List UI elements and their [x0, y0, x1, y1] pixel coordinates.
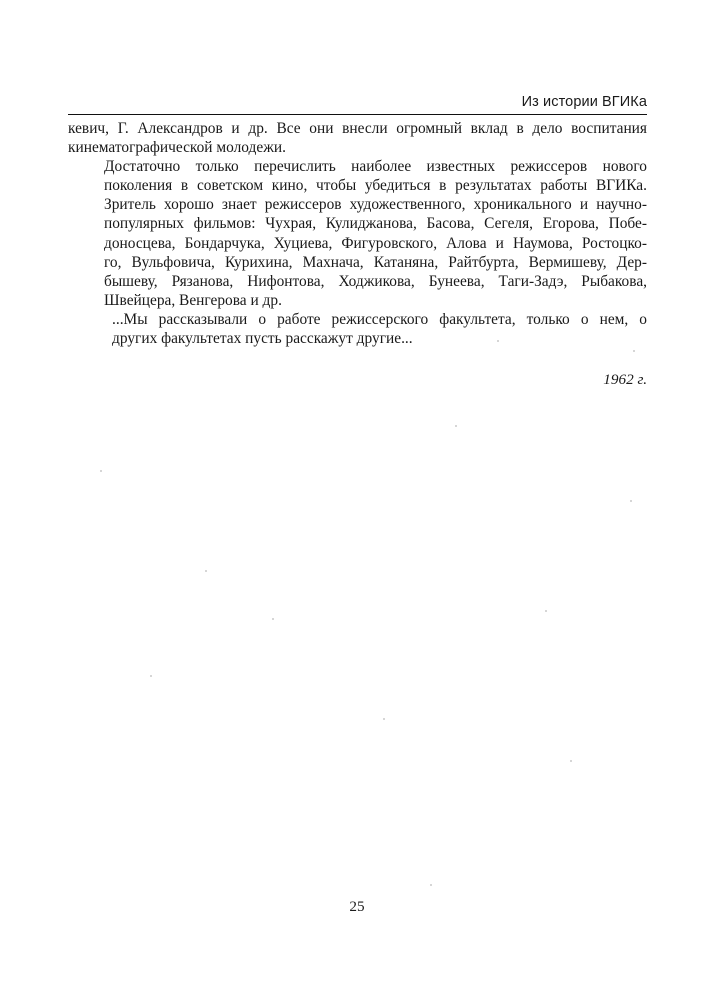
text-line: ...Мы рассказывали о работе режиссерского факультета, только о нем, о: [112, 310, 647, 328]
scan-speckle: [545, 610, 547, 612]
header-rule: [68, 114, 647, 115]
text-line: Зритель хорошо знает режиссеров художественного, хроникального и научно-: [104, 196, 647, 214]
text-line: Швейцера, Венгерова и др.: [104, 291, 282, 309]
body-text-block: [68, 119, 647, 348]
paragraph-continuation: [68, 119, 647, 157]
scan-speckle: [633, 350, 635, 352]
scan-speckle: [455, 425, 457, 427]
text-line: го, Вульфовича, Курихина, Махнача, Катаняна, Райтбурта, Вермишеву, Дер-: [104, 253, 647, 271]
text-line: кинематографической молодежи.: [68, 139, 286, 157]
text-line: доносцева, Бондарчука, Хуциева, Фигуровского, Алова и Наумова, Ростоцко-: [104, 234, 647, 252]
scan-speckle: [272, 618, 274, 620]
scan-speckle: [100, 470, 102, 472]
text-line: бышеву, Рязанова, Нифонтова, Ходжикова, Бунеева, Таги-Задэ, Рыбакова,: [104, 272, 647, 290]
scan-speckle: [383, 718, 385, 720]
text-line: популярных фильмов: Чухрая, Кулиджанова, Басова, Сегеля, Егорова, Побе-: [104, 215, 647, 233]
text-line: кевич, Г. Александров и др. Все они внесли огромный вклад в дело воспитания: [68, 120, 647, 137]
date-line: 1962 г.: [603, 371, 647, 388]
paragraph-closing: [68, 310, 647, 348]
text-line: Достаточно только перечислить наиболее известных режиссеров нового: [104, 158, 647, 176]
scan-speckle: [430, 884, 432, 886]
paragraph-directors: [68, 157, 647, 310]
scan-speckle: [630, 500, 632, 502]
scan-speckle: [205, 570, 207, 572]
running-head: Из истории ВГИКа: [521, 94, 647, 110]
text-line: поколения в советском кино, чтобы убедиться в результатах работы ВГИКа.: [104, 177, 647, 195]
scan-speckle: [150, 675, 152, 677]
page-number: 25: [349, 898, 365, 915]
scan-speckle: [570, 760, 572, 762]
text-line: других факультетах пусть расскажут другие...: [112, 330, 413, 348]
